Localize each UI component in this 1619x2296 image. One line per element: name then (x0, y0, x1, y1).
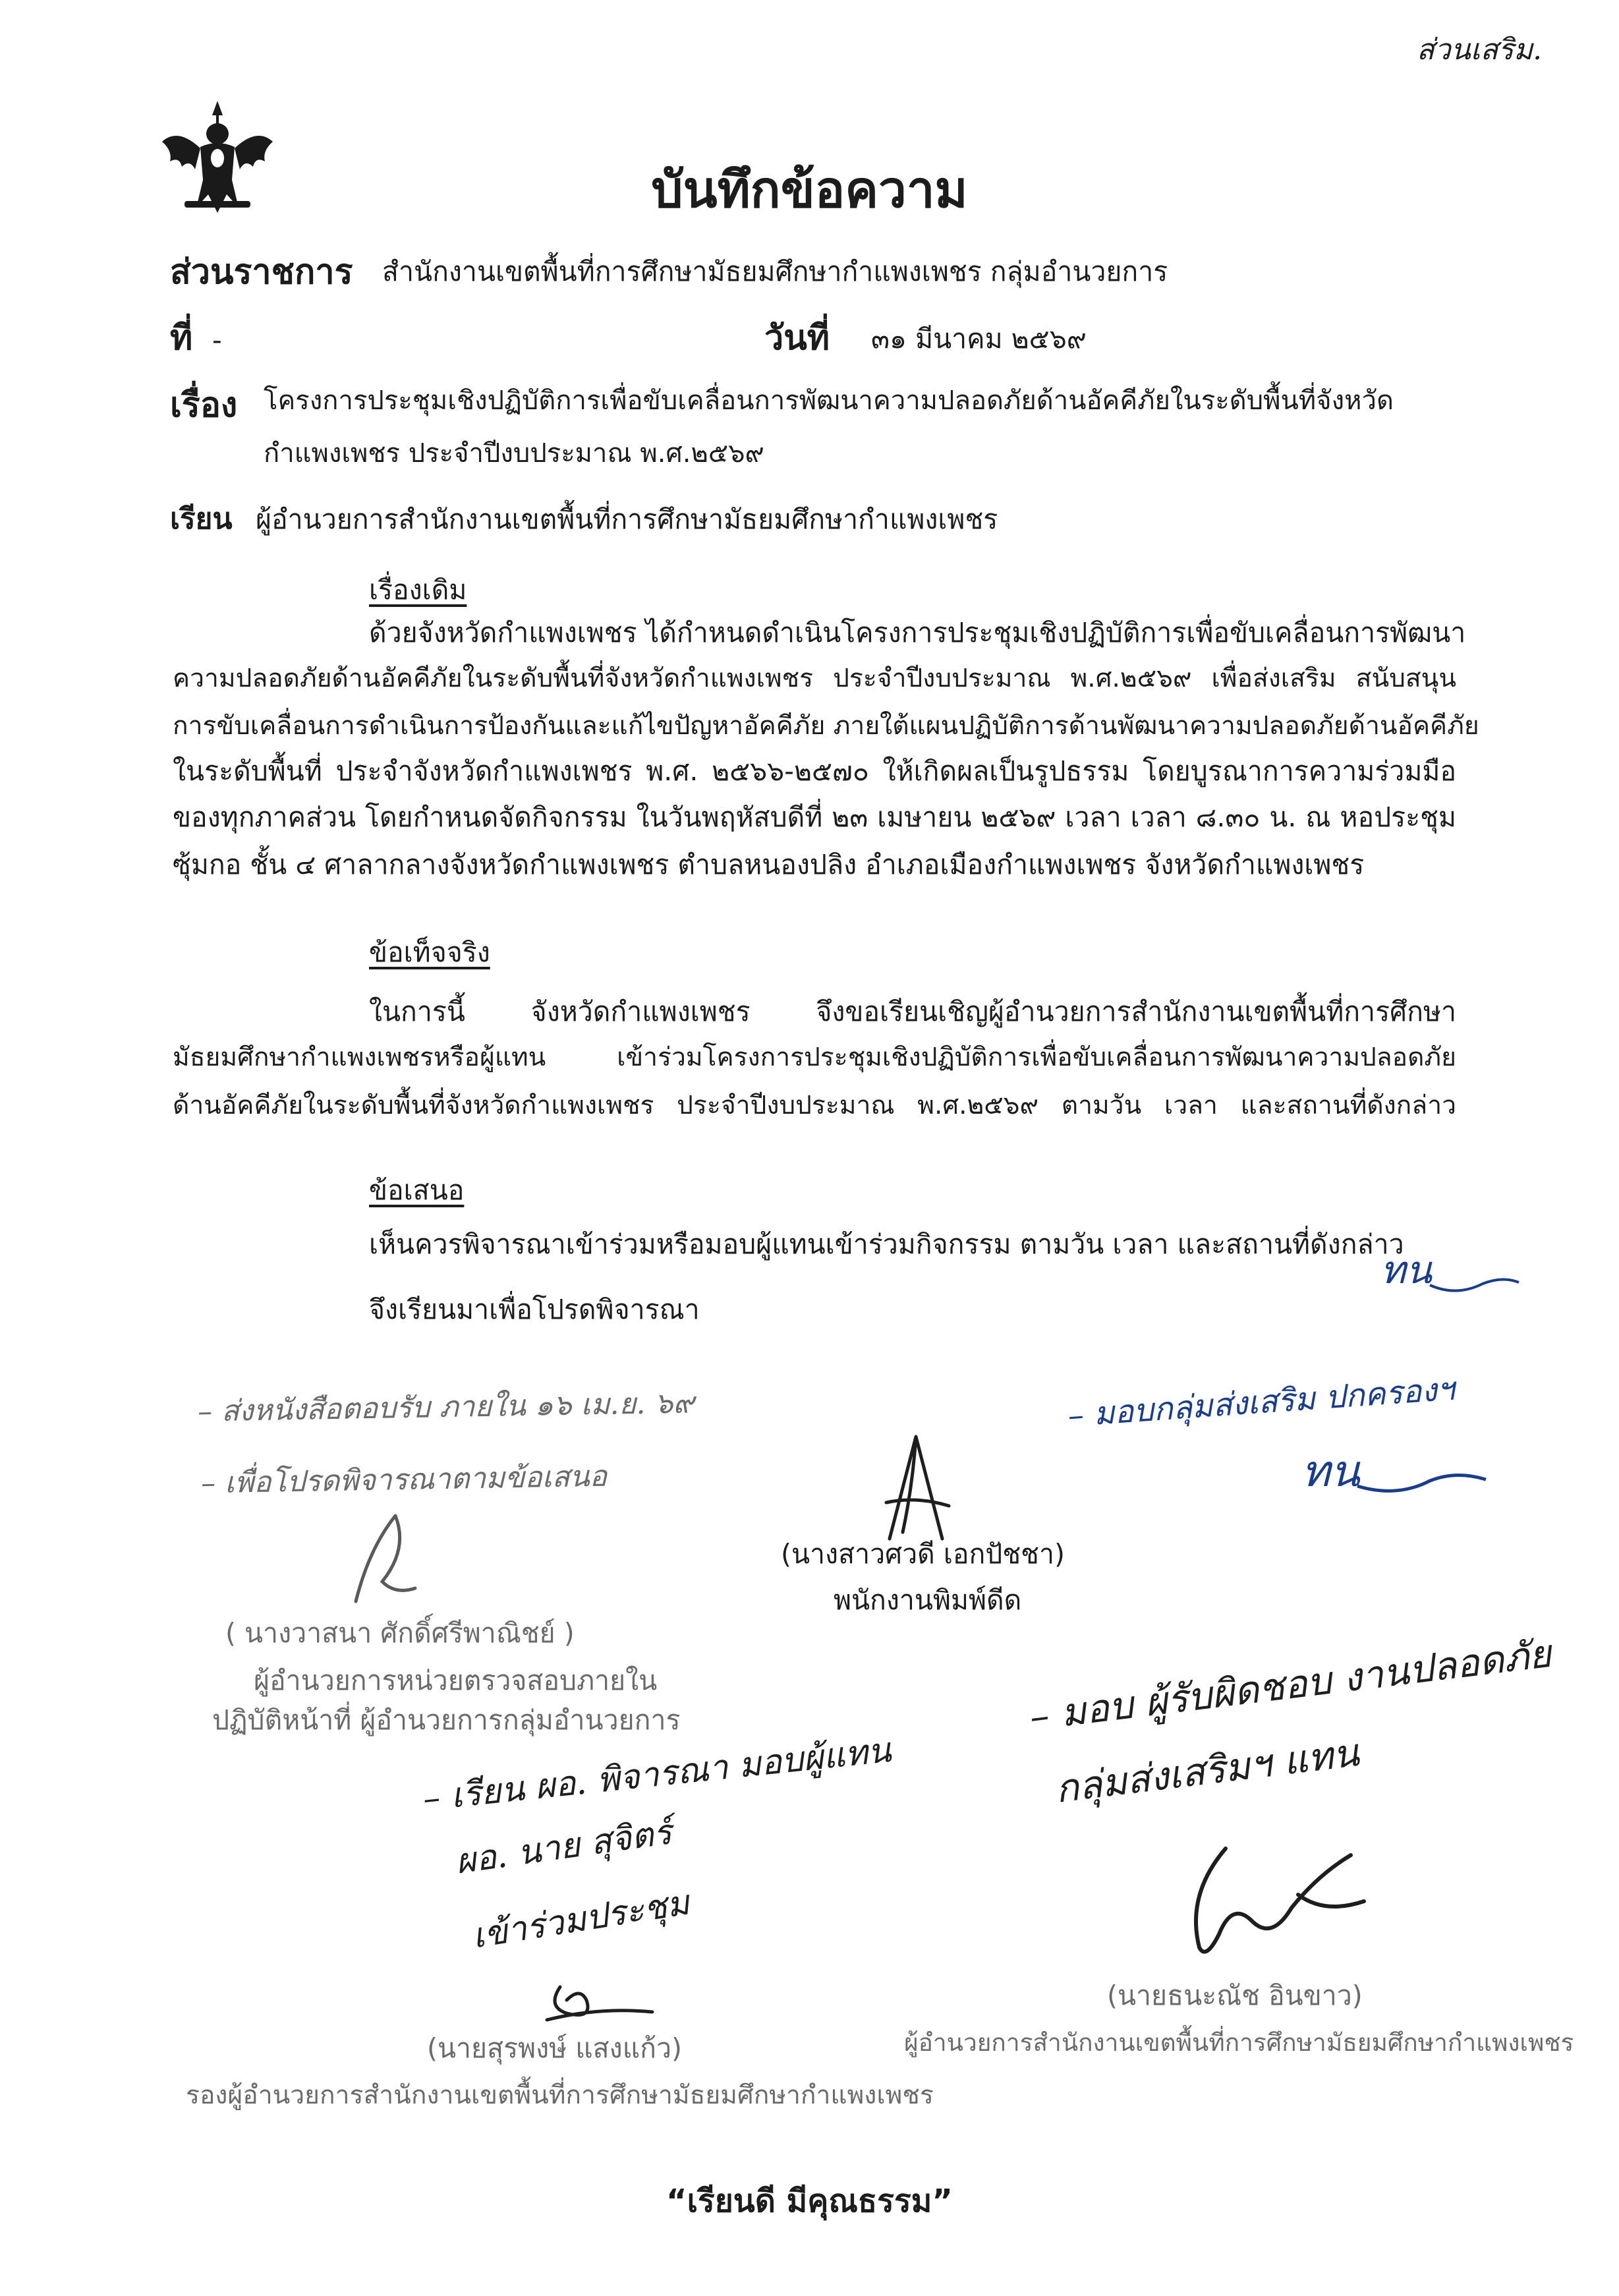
background-line: ของทุกภาคส่วน โดยกำหนดจัดกิจกรรม ในวันพฤหัสบดีที่ ๒๓ เมษายน ๒๕๖๙ เวลา เวลา ๘.๓๐ น. ณ หอประชุม (173, 801, 1456, 833)
subject-line-2: กำแพงเพชร ประจำปีงบประมาณ พ.ศ.๒๕๖๙ (264, 438, 764, 469)
handwritten-note-deputy-1: – เรียน ผอ. พิจารณา มอบผู้แทน (420, 1730, 894, 1820)
audit-position-1: ผู้อำนวยการหน่วยตรวจสอบภายใน (254, 1665, 658, 1696)
to-label: เรียน (170, 502, 233, 536)
blue-initials-flourish (1357, 1466, 1489, 1499)
proposal-line: เห็นควรพิจารณาเข้าร่วมหรือมอบผู้แทนเข้าร่วมกิจกรรม ตามวัน เวลา และสถานที่ดังกล่าว (369, 1228, 1404, 1260)
handwritten-note-deputy-3: เข้าร่วมประชุม (469, 1883, 693, 1957)
typist-position: พนักงานพิมพ์ดีด (834, 1584, 1022, 1616)
facts-line: มัธยมศึกษากำแพงเพชรหรือผู้แทน เข้าร่วมโครงการประชุมเชิงปฏิบัติการเพื่อขับเคลื่อนการพัฒนาความปลอดภัย (173, 1043, 1456, 1072)
director-position: ผู้อำนวยการสำนักงานเขตพื้นที่การศึกษามัธยมศึกษากำแพงเพชร (904, 2028, 1574, 2057)
agency-value: สำนักงานเขตพื้นที่การศึกษามัธยมศึกษากำแพงเพชร กลุ่มอำนวยการ (382, 256, 1168, 287)
facts-line: ด้านอัคคีภัยในระดับพื้นที่จังหวัดกำแพงเพชร ประจำปีงบประมาณ พ.ศ.๒๕๖๙ ตามวัน เวลา และสถานที่ดังกล่าว (173, 1091, 1456, 1120)
background-line: ในระดับพื้นที่ ประจำจังหวัดกำแพงเพชร พ.ศ. ๒๕๖๖-๒๕๗๐ ให้เกิดผลเป็นรูปธรรม โดยบูรณาการความร่วมมือ (173, 755, 1456, 787)
director-name: (นายธนะณัช อินขาว) (1107, 1980, 1363, 2011)
motto: “เรียนดี มีคุณธรรม” (666, 2183, 953, 2220)
director-signature (1166, 1835, 1377, 1967)
facts-line: ในการนี้ จังหวัดกำแพงเพชร จึงขอเรียนเชิญผู้อำนวยการสำนักงานเขตพื้นที่การศึกษา (369, 996, 1456, 1027)
background-line: ด้วยจังหวัดกำแพงเพชร ได้กำหนดดำเนินโครงการประชุมเชิงปฏิบัติการเพื่อขับเคลื่อนการพัฒนา (369, 617, 1466, 648)
agency-label: ส่วนราชการ (170, 252, 353, 292)
background-line: ความปลอดภัยด้านอัคคีภัยในระดับพื้นที่จังหวัดกำแพงเพชร ประจำปีงบประมาณ พ.ศ.๒๕๖๙ เพื่อส่งเสริม สนับสนุน (173, 664, 1456, 693)
background-line: ซุ้มกอ ชั้น ๔ ศาลากลางจังหวัดกำแพงเพชร ตำบลหนองปลิง อำเภอเมืองกำแพงเพชร จังหวัดกำแพงเพชร (173, 849, 1365, 880)
number-label: ที่ (170, 318, 193, 358)
handwritten-note-director-2: กลุ่มส่งเสริมฯ แทน (1052, 1730, 1361, 1812)
deputy-name: (นายสุรพงษ์ แสงแก้ว) (427, 2032, 682, 2064)
handwritten-initials-blue: ทน (1301, 1446, 1360, 1497)
handwritten-note-right-blue: – มอบกลุ่มส่งเสริม ปกครองฯ (1066, 1370, 1456, 1435)
proposal-heading: ข้อเสนอ (369, 1174, 465, 1206)
audit-signature (343, 1509, 422, 1615)
facts-heading: ข้อเท็จจริง (369, 936, 490, 968)
number-value: - (212, 324, 222, 356)
audit-name: ( นางวาสนา ศักดิ์ศรีพาณิชย์ ) (225, 1617, 575, 1649)
typist-signature (876, 1433, 955, 1545)
page-title: บันทึกข้อความ (651, 160, 968, 219)
handwritten-note-left-1: – ส่งหนังสือตอบรับ ภายใน ๑๖ เม.ย. ๖๙ (197, 1386, 695, 1429)
deputy-signature (540, 1961, 659, 2033)
subject-label: เรื่อง (170, 386, 238, 425)
closing-line: จึงเรียนมาเพื่อโปรดพิจารณา (369, 1294, 700, 1325)
subject-line-1: โครงการประชุมเชิงปฏิบัติการเพื่อขับเคลื่อนการพัฒนาความปลอดภัยด้านอัคคีภัยในระดับพื้นที่จังหวัด (264, 386, 1394, 416)
date-label: วันที่ (764, 318, 830, 358)
typist-name: (นางสาวศวดี เอกปัชชา) (781, 1538, 1065, 1570)
handwritten-initials-top: ทน (1380, 1248, 1432, 1292)
audit-position-2: ปฏิบัติหน้าที่ ผู้อำนวยการกลุ่มอำนวยการ (212, 1704, 681, 1736)
deputy-position: รองผู้อำนวยการสำนักงานเขตพื้นที่การศึกษามัธยมศึกษากำแพงเพชร (186, 2081, 934, 2110)
corner-handwritten-note: ส่วนเสริม. (1417, 33, 1543, 67)
date-value: ๓๑ มีนาคม ๒๕๖๙ (871, 323, 1087, 355)
handwritten-note-director-1: – มอบ ผู้รับผิดชอบ งานปลอดภัย (1027, 1630, 1554, 1740)
background-heading: เรื่องเดิม (369, 574, 467, 606)
handwritten-note-left-2: – เพื่อโปรดพิจารณาตามข้อเสนอ (200, 1459, 608, 1501)
initials-flourish (1430, 1272, 1522, 1298)
background-line: การขับเคลื่อนการดำเนินการป้องกันและแก้ไขปัญหาอัคคีภัย ภายใต้แผนปฏิบัติการด้านพัฒนาความปลอดภัยด้านอัคคีภัย (173, 711, 1479, 741)
to-value: ผู้อำนวยการสำนักงานเขตพื้นที่การศึกษามัธยมศึกษากำแพงเพชร (256, 503, 998, 535)
handwritten-note-deputy-2: ผอ. นาย สุจิตร์ (453, 1812, 675, 1882)
